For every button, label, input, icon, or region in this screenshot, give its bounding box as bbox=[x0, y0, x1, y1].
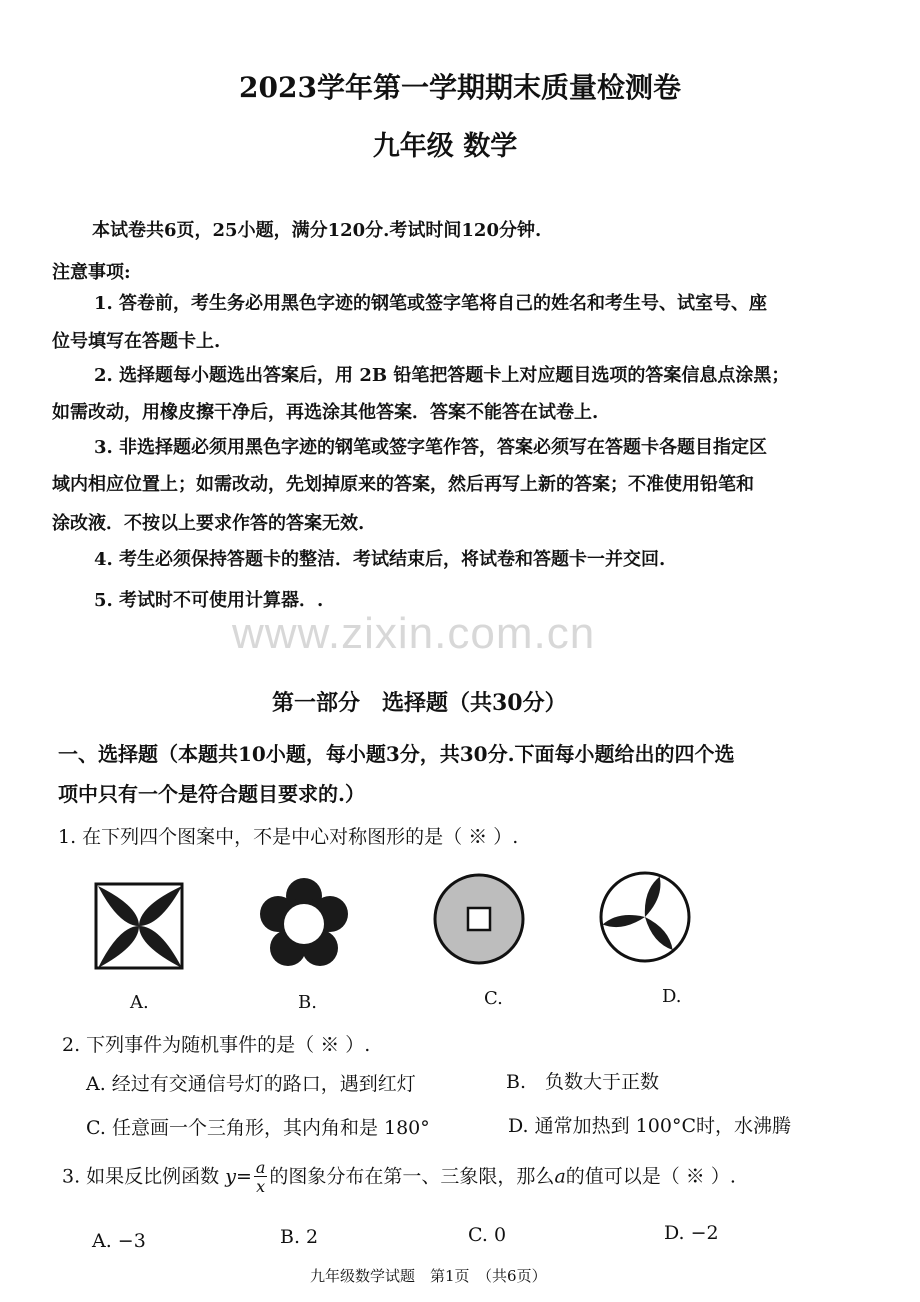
note-line: 如需改动，用橡皮擦干净后，再选涂其他答案．答案不能答在试卷上. bbox=[52, 402, 599, 423]
q3-stem-end: 的值可以是（ ※ ）. bbox=[565, 1165, 736, 1188]
question-2-stem: 2. 下列事件为随机事件的是（ ※ ）. bbox=[62, 1034, 371, 1056]
q3-equals: = bbox=[235, 1165, 252, 1188]
q3-option-d: D. −2 bbox=[664, 1222, 719, 1244]
section-instruction: 项中只有一个是符合题目要求的.） bbox=[58, 782, 365, 806]
note-line: 1. 答卷前，考生务必用黑色字迹的钢笔或签字笔将自己的姓名和考生号、试室号、座 bbox=[94, 293, 768, 314]
q3-stem-post: 的图象分布在第一、三象限，那么 bbox=[269, 1165, 555, 1188]
note-line: 5. 考试时不可使用计算器．. bbox=[94, 590, 324, 611]
notes-heading: 注意事项: bbox=[52, 262, 131, 283]
q3-stem-pre: 3. 如果反比例函数 bbox=[62, 1165, 220, 1188]
q3-denominator: x bbox=[256, 1177, 266, 1196]
q2-option-d: D. 通常加热到 100°C时，水沸腾 bbox=[508, 1115, 791, 1137]
question-1-stem: 1. 在下列四个图案中，不是中心对称图形的是（ ※ ）. bbox=[58, 826, 519, 848]
note-line: 3. 非选择题必须用黑色字迹的钢笔或签字笔作答，答案必须写在答题卡各题目指定区 bbox=[94, 437, 768, 458]
q3-fraction bbox=[254, 1160, 268, 1195]
q2-option-b: B. 负数大于正数 bbox=[506, 1071, 660, 1093]
figure-b-flower-ring bbox=[256, 876, 352, 972]
option-c-label: C. bbox=[484, 988, 503, 1009]
watermark: www.zixin.com.cn bbox=[232, 609, 596, 658]
option-b-label: B. bbox=[298, 992, 317, 1013]
q3-y-var: y bbox=[225, 1165, 236, 1188]
option-d-label: D. bbox=[662, 986, 682, 1007]
note-line: 涂改液．不按以上要求作答的答案无效. bbox=[52, 513, 365, 534]
option-a-label: A. bbox=[130, 992, 149, 1013]
exam-title: 2023学年第一学期期末质量检测卷 bbox=[239, 71, 681, 104]
figure-d-three-blades bbox=[598, 870, 692, 964]
figure-a-petal-square bbox=[94, 882, 186, 970]
figure-c-coin bbox=[432, 872, 526, 966]
question-3-stem bbox=[62, 1160, 736, 1195]
q3-option-b: B. 2 bbox=[280, 1226, 319, 1248]
q3-a-var: a bbox=[554, 1165, 566, 1188]
section-instruction: 一、选择题（本题共10小题，每小题3分，共30分.下面每小题给出的四个选 bbox=[58, 742, 735, 766]
note-line: 位号填写在答题卡上. bbox=[52, 331, 221, 352]
q3-option-c: C. 0 bbox=[468, 1224, 507, 1246]
q2-option-a: A. 经过有交通信号灯的路口，遇到红灯 bbox=[86, 1073, 416, 1095]
exam-intro: 本试卷共6页，25小题，满分120分.考试时间120分钟. bbox=[92, 220, 542, 241]
exam-subtitle: 九年级 数学 bbox=[372, 131, 518, 162]
section-title: 第一部分 选择题（共30分） bbox=[272, 690, 567, 716]
page-footer: 九年级数学试题 第1页 （共6页） bbox=[310, 1267, 547, 1285]
q2-option-c: C. 任意画一个三角形，其内角和是 180° bbox=[86, 1117, 430, 1139]
note-line: 2. 选择题每小题选出答案后，用 2B 铅笔把答题卡上对应题目选项的答案信息点涂黑； bbox=[94, 365, 790, 386]
q3-numerator: a bbox=[255, 1158, 266, 1177]
note-line: 4. 考生必须保持答题卡的整洁．考试结束后，将试卷和答题卡一并交回. bbox=[94, 549, 666, 570]
note-line: 域内相应位置上；如需改动，先划掉原来的答案，然后再写上新的答案；不准使用铅笔和 bbox=[52, 474, 754, 495]
q3-option-a: A. −3 bbox=[92, 1230, 146, 1252]
